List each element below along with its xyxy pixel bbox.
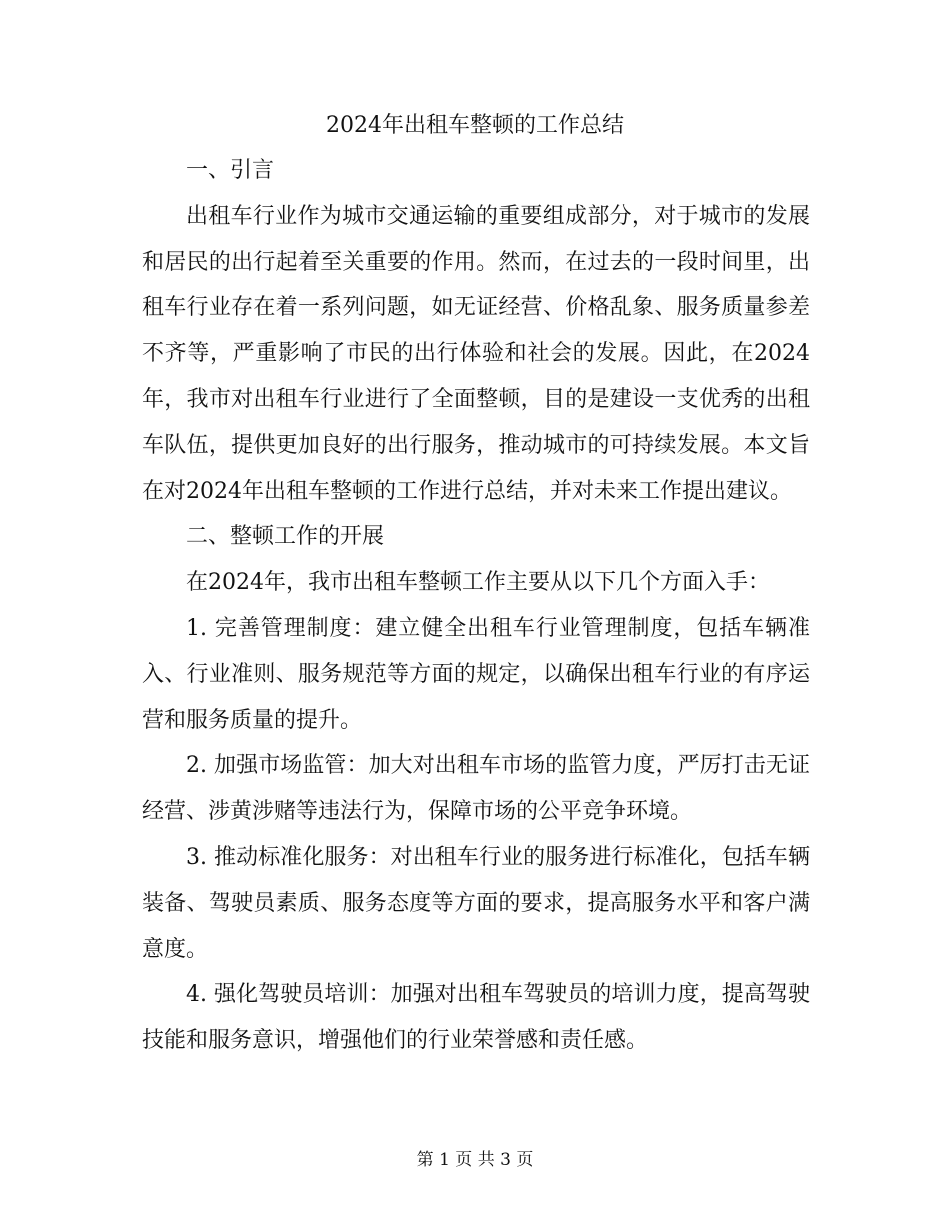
section-heading-introduction: 一、引言 — [186, 158, 275, 183]
list-item-standardized-service: 3. 推动标准化服务：对出租车行业的服务进行标准化，包括车辆装备、驾驶员素质、服务态度等方面的要求，提高服务水平和客户满意度。 — [142, 844, 810, 962]
list-item-market-supervision: 2. 加强市场监管：加大对出租车市场的监管力度，严厉打击无证经营、涉黄涉赌等违法行为，保障市场的公平竞争环境。 — [142, 753, 810, 825]
paragraph-rectification-intro: 在2024年，我市出租车整顿工作主要从以下几个方面入手： — [186, 570, 770, 596]
list-item-driver-training: 4. 强化驾驶员培训：加强对出租车驾驶员的培训力度，提高驾驶技能和服务意识，增强他们的行业荣誉感和责任感。 — [142, 982, 810, 1054]
page-footer: 第 1 页 共 3 页 — [416, 1150, 534, 1170]
document-title: 2024年出租车整顿的工作总结 — [326, 113, 624, 138]
list-item-management-system: 1. 完善管理制度：建立健全出租车行业管理制度，包括车辆准入、行业准则、服务规范等方面的规定，以确保出租车行业的有序运营和服务质量的提升。 — [142, 615, 810, 733]
document-body — [142, 148, 810, 1064]
paragraph-introduction: 出租车行业作为城市交通运输的重要组成部分，对于城市的发展和居民的出行起着至关重要的作用。然而，在过去的一段时间里，出租车行业存在着一系列问题，如无证经营、价格乱象、服务质量参差不齐等，严重影响了市民的出行体验和社会的发展。因此，在2024年，我市对出租车行业进行了全面整顿，目的是建设一支优秀的出租车队伍，提供更加良好的出行服务，推动城市的可持续发展。本文旨在对2024年出租车整顿的工作进行总结，并对未来工作提出建议。 — [142, 203, 810, 504]
section-heading-rectification: 二、整顿工作的开展 — [186, 524, 385, 550]
